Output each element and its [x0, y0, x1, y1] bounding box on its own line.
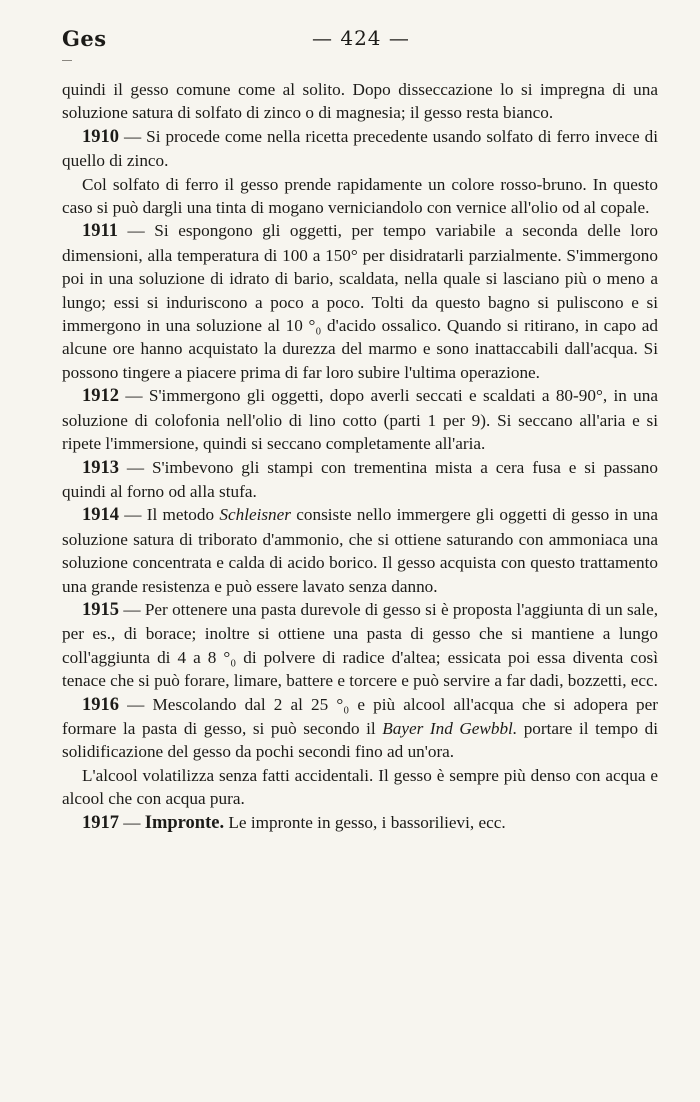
author-name: Schleisner [219, 505, 291, 525]
source-citation: Bayer Ind Gewbbl. [382, 718, 518, 738]
recipe-number: 1913 [82, 457, 119, 478]
recipe-number: 1917 [82, 812, 119, 833]
section-title: Ges [62, 26, 107, 51]
recipe-number: 1915 [82, 599, 119, 620]
recipe-number: 1911 [82, 221, 118, 242]
paragraph-note: L'alcool volatilizza senza fatti accidentali. Il gesso è sempre più denso con acqua e alcool che con acqua pura. [62, 765, 658, 809]
recipe-1915: 1915 — Per ottenere una pasta durevole di gesso si è proposta l'aggiunta di un sale, per es., di borace; inoltre si ottiene una pasta di gesso che si mantiene a lungo coll'aggiunta di 4 a 8 °₀ di polvere di radice d'altea; essicata poi essa diventa così tenace che si può forare, limare, battere e torcere e può servire a far dadi, bozzetti, ecc. [62, 599, 659, 691]
recipe-1910: 1910 — Si procede come nella ricetta precedente usando solfato di ferro invece di quello di zinco. [62, 126, 659, 171]
running-header [62, 22, 662, 56]
recipe-number: 1910 [82, 126, 119, 147]
body-text [62, 78, 658, 835]
recipe-number: 1916 [82, 694, 119, 715]
paragraph-continuation: quindi il gesso comune come al solito. Dopo disseccazione lo si impregna di una soluzione satura di solfato di zinco o di magnesia; il gesso resta bianco. [62, 80, 658, 123]
recipe-1911: 1911 — Si espongono gli oggetti, per tempo variabile a seconda delle loro dimensioni, alla temperatura di 100 a 150° per disidratarli parzialmente. S'immergono poi in una soluzione di idrato di bario, scaldata, nella quale si lasciano più o meno a lungo; essi si induriscono a poco a poco. Tolti da questo bagno si puliscono e si immergono in una soluzione al 10 °₀ d'acido ossalico. Quando si ritirano, in capo ad alcune ore hanno acquistato la durezza del marmo e sono inattaccabili dall'acqua. Si possono tingere a piacere prima di far loro subire l'ultima operazione. [62, 221, 658, 382]
recipe-1914: 1914 — Il metodo Schleisner consiste nello immergere gli oggetti di gesso in una soluzione satura di triborato d'ammonio, che si ottiene saturando con ammoniaca una soluzione concentrata e calda di acido borico. Il gesso acquista con questo trattamento una grande resistenza e può essere lavato senza danno. [62, 505, 659, 596]
recipe-1916: 1916 — Mescolando dal 2 al 25 °₀ e più alcool all'acqua che si adopera per formare la pasta di gesso, si può secondo il Bayer Ind Gewbbl. portare il tempo di solidificazione del gesso da pochi secondi fino ad un'ora. [62, 694, 658, 762]
paragraph-note: Col solfato di ferro il gesso prende rapidamente un colore rosso-bruno. In questo caso si può dargli una tinta di mogano verniciandolo con vernice all'olio od al copale. [62, 174, 658, 218]
section-keyword: Impronte. [144, 812, 225, 833]
recipe-1913: 1913 — S'imbevono gli stampi con trementina mista a cera fusa e si passano quindi al forno od alla stufa. [62, 457, 658, 501]
recipe-1912: 1912 — S'immergono gli oggetti, dopo averli seccati e scaldati a 80-90°, in una soluzione di colofonia nell'olio di lino cotto (parti 1 per 9). Si seccano all'aria e si ripete l'immersione, quindi si seccano completamente all'aria. [62, 386, 659, 454]
page-number: — 424 — [312, 26, 410, 50]
recipe-number: 1914 [82, 505, 119, 526]
recipe-number: 1912 [82, 386, 119, 407]
recipe-1917: 1917 — Impronte. Le impronte in gesso, i bassorilievi, ecc. [82, 812, 506, 833]
header-mark [62, 60, 72, 61]
